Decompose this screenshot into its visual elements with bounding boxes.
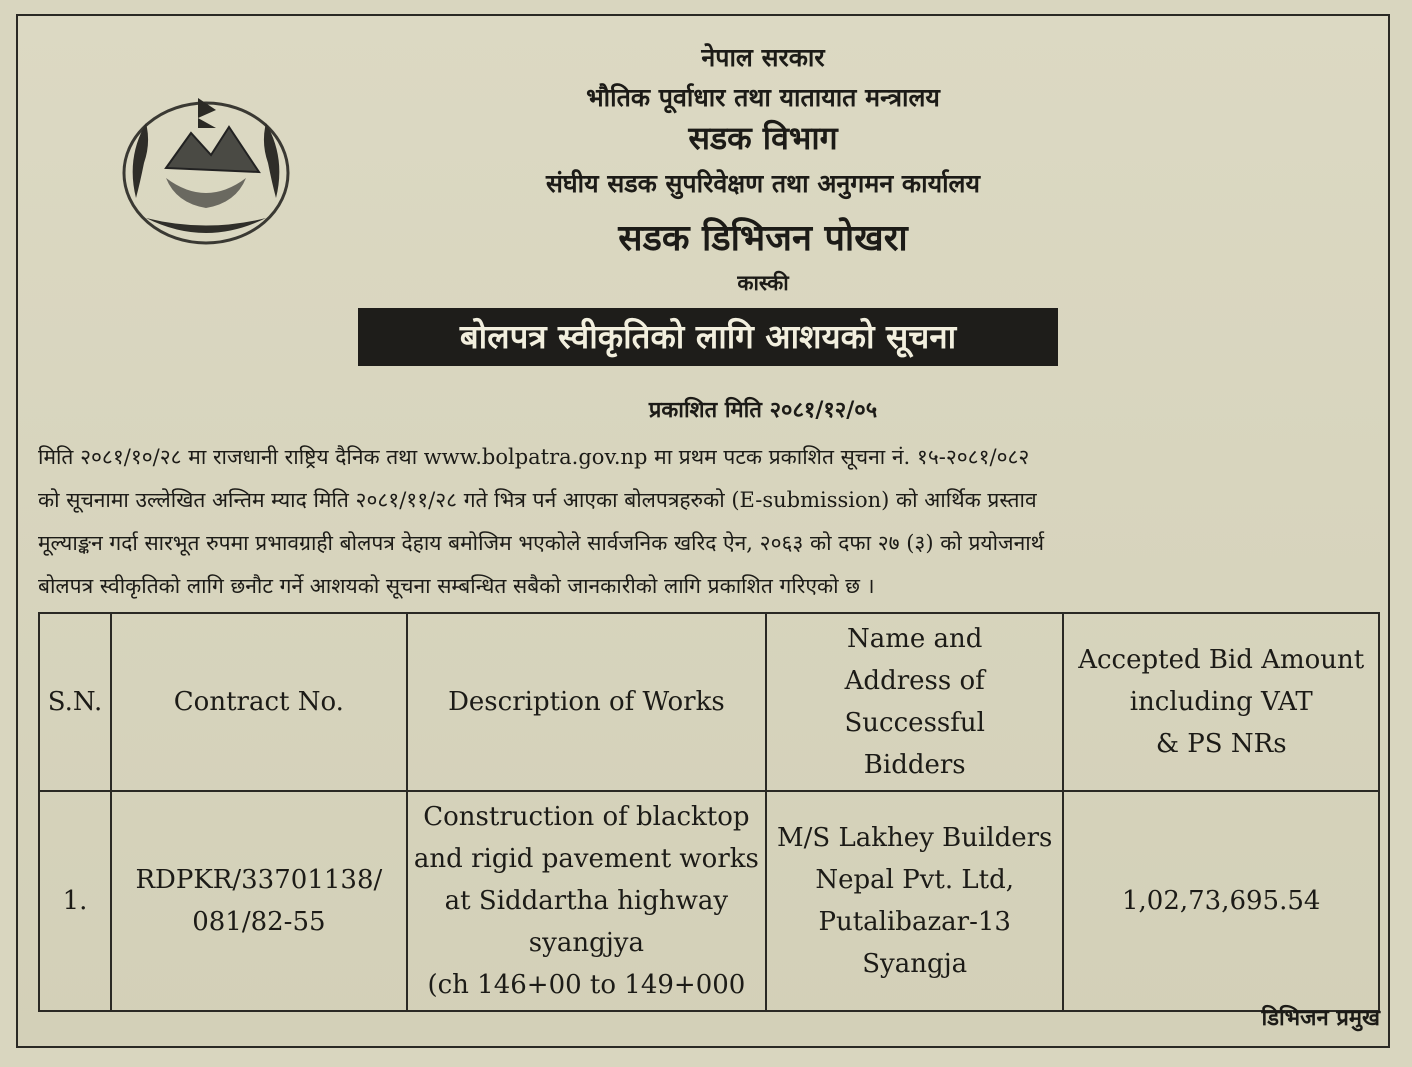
header-amount-line: including VAT [1129,687,1313,717]
signature-label: डिभिजन प्रमुख [1261,1005,1380,1031]
description-line: syangjya [528,928,644,958]
description-line: and rigid pavement works [413,844,759,874]
header-line-2: भौतिक पूर्वाधार तथा यातायात मन्त्रालय [586,83,940,112]
header-amount-line: & PS NRs [1155,729,1287,759]
contract-line: 081/82-55 [192,907,326,937]
paragraph-line: मूल्याङ्कन गर्दा सारभूत रुपमा प्रभावग्राही बोलपत्र देहाय बमोजिम भएकोले सार्वजनिक खरिद ऐन, २०६३ को दफा २७ (३) को प्रयोजनार्थ [38,531,1045,555]
cell-description [407,791,766,1011]
header-bidder-line: Bidders [863,750,966,780]
header-amount-line: Accepted Bid Amount [1078,645,1365,675]
bidder-line: M/S Lakhey Builders [777,823,1053,853]
paragraph-line: को सूचनामा उल्लेखित अन्तिम म्याद मिति २०८१/११/२८ गते भित्र पर्न आएका बोलपत्रहरुको (E-submission) को आर्थिक प्रस्ताव [38,488,1037,512]
header-bidder-line: Name and [846,624,983,654]
header-description: Description of Works [407,613,766,791]
header-line-1: नेपाल सरकार [701,43,825,72]
notice-page [16,14,1390,1048]
header-line-4: संघीय सडक सुपरिवेक्षण तथा अनुगमन कार्यालय [545,169,981,198]
published-date: प्रकाशित मिति २०८१/१२/०५ [648,397,878,423]
bidder-line: Syangja [862,949,968,979]
description-line: (ch 146+00 to 149+000 [427,970,746,1000]
header-contract-no: Contract No. [111,613,407,791]
description-line: Construction of blacktop [423,802,750,832]
header-line-5: सडक डिभिजन पोखरा [618,217,908,259]
description-line: at Siddartha highway [444,886,729,916]
bidder-line: Putalibazar-13 [818,907,1011,937]
bidder-line: Nepal Pvt. Ltd, [815,865,1015,895]
table-row [39,791,1379,1011]
header-bidder-line: Address of Successful [844,666,985,738]
paragraph-line: बोलपत्र स्वीकृतिको लागि छनौट गर्ने आशयको सूचना सम्बन्धित सबैको जानकारीको लागि प्रकाशित गरिएको छ । [38,574,875,598]
table-header-row [39,613,1379,791]
notice-title-banner: बोलपत्र स्वीकृतिको लागि आशयको सूचना [358,308,1058,366]
header-bidder [766,613,1063,791]
bid-table [38,612,1380,1012]
cell-bidder [766,791,1063,1011]
notice-paragraph [38,436,1380,608]
contract-line: RDPKR/33701138/ [135,865,383,895]
header-amount [1063,613,1379,791]
header-line-6: कास्की [737,270,789,295]
header-sn: S.N. [39,613,111,791]
cell-sn: 1. [39,791,111,1011]
cell-amount: 1,02,73,695.54 [1063,791,1379,1011]
paragraph-line: मिति २०८१/१०/२८ मा राजधानी राष्ट्रिय दैनिक तथा www.bolpatra.gov.np मा प्रथम पटक प्रकाशित सूचना नं. १५-२०८१/०८२ [38,445,1030,469]
header-line-3: सडक विभाग [688,119,838,157]
cell-contract-no [111,791,407,1011]
